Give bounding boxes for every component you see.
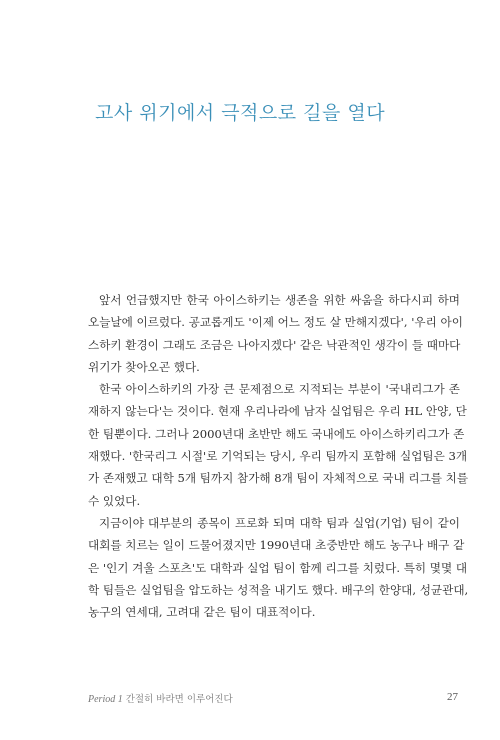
- paragraph: [88, 289, 463, 378]
- text-line: 한국 아이스하키의 가장 큰 문제점으로 지적되는 부분이 '국내리그가 존: [99, 382, 460, 397]
- text-line: 오늘날에 이르렀다. 공교롭게도 '이제 어느 정도 살 만해지겠다', '우리 아이: [88, 315, 463, 330]
- period-label: Period 1: [88, 694, 123, 705]
- paragraph: [88, 378, 469, 512]
- body-text: [88, 289, 469, 623]
- text-line: 농구의 연세대, 고려대 같은 팀이 대표적이다.: [88, 605, 316, 620]
- text-line: 스하키 환경이 그래도 조금은 나아지겠다' 같은 낙관적인 생각이 들 때마다: [88, 337, 461, 352]
- text-line: 수 있었다.: [88, 493, 141, 508]
- text-line: 앞서 언급했지만 한국 아이스하키는 생존을 위한 싸움을 하다시피 하며: [99, 293, 460, 307]
- text-line: 재하지 않는다'는 것이다. 현재 우리나라에 남자 실업팀은 우리 HL 안양, 단: [88, 404, 467, 419]
- text-line: 지금이야 대부분의 종목이 프로화 되며 대학 팀과 실업(기업) 팀이 같이: [99, 515, 460, 530]
- text-line: 위기가 찾아오곤 했다.: [88, 359, 200, 374]
- text-line: 가 존재했고 대학 5개 팀까지 참가해 8개 팀이 자체적으로 국내 리그를 치를: [88, 471, 469, 486]
- text-line: 은 '인기 겨울 스포츠'도 대학과 실업 팀이 함께 리그를 치렀다. 특히 몇몇 대: [88, 560, 468, 575]
- text-line: 한 팀뿐이다. 그러나 2000년대 초반만 해도 국내에도 아이스하키리그가 존: [88, 426, 465, 441]
- text-line: 재했다. '한국리그 시절'로 기억되는 당시, 우리 팀까지 포함해 실업팀은 3개: [88, 449, 468, 464]
- text-line: 대회를 치르는 일이 드물어졌지만 1990년대 초중반만 해도 농구나 배구 같: [88, 538, 465, 553]
- paragraph: [88, 512, 469, 623]
- text-line: 학 팀들은 실업팀을 압도하는 성적을 내기도 했다. 배구의 한양대, 성균관대,: [88, 582, 469, 597]
- page-number: 27: [447, 691, 458, 703]
- page-footer: [88, 691, 458, 705]
- chapter-title: 고사 위기에서 극적으로 길을 열다: [95, 102, 386, 124]
- running-head: [88, 691, 233, 705]
- running-title: 간절히 바라면 이루어진다: [125, 694, 233, 705]
